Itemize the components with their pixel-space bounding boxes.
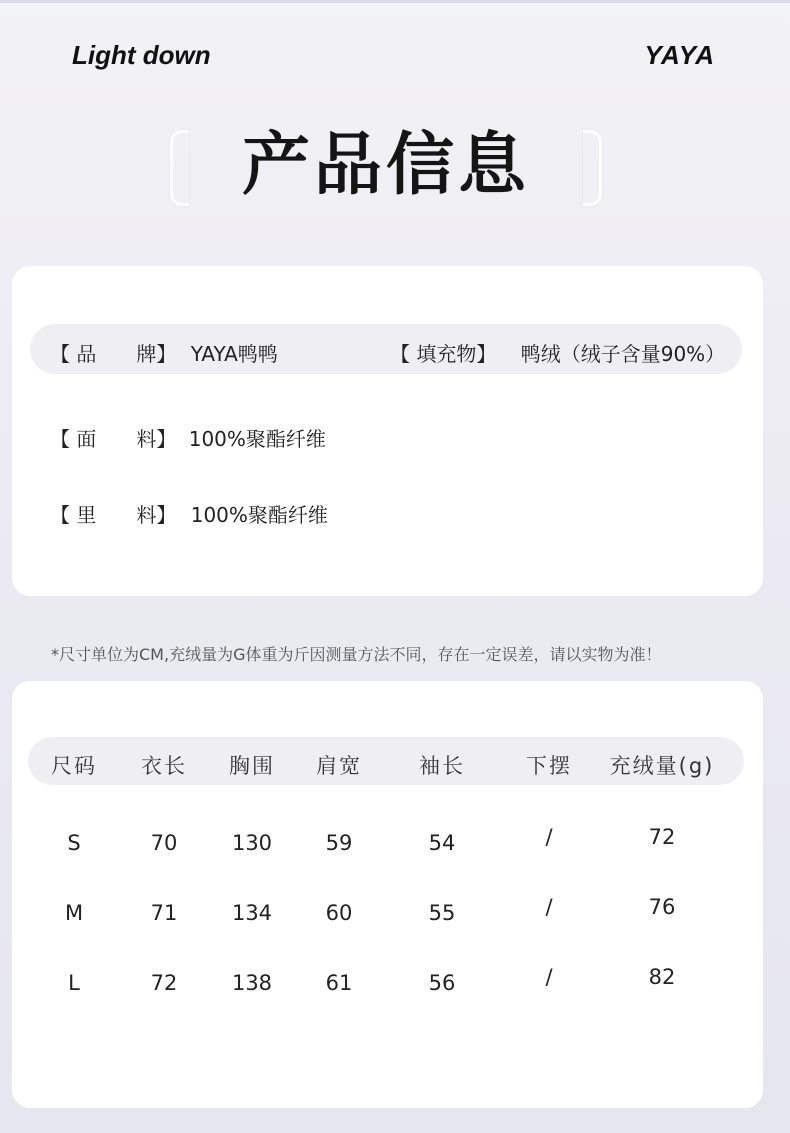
size-table-cell: 60 [325,901,353,925]
size-table-cell: M [64,901,84,925]
size-header-cell: 肩宽 [316,754,362,778]
size-header-cell: 衣长 [141,754,187,778]
size-header-cell: 胸围 [229,754,275,778]
size-table-cell: 72 [648,825,676,849]
page-title: 产品信息 [241,126,530,205]
size-table-cell: / [545,895,553,919]
filling-value: 鸭绒（绒子含量90%） [520,342,726,366]
page-title-block [166,126,606,206]
brand-value: YAYA鸭鸭 [190,342,278,366]
filling-row [390,338,725,367]
size-table-cell: 138 [231,971,273,995]
size-table-cell: 61 [325,971,353,995]
size-table-cell: 130 [231,831,273,855]
lining-label: 【 里 料】 [50,503,177,527]
product-info-card [12,266,763,596]
brand-logo-text: YAYA [644,40,715,70]
size-header-cell: 充绒量(g) [609,754,715,778]
brand-tagline: Light down [72,40,211,70]
size-table-cell: 56 [428,971,456,995]
top-divider [0,0,790,3]
size-table-cell: L [68,971,80,995]
fabric-value: 100%聚酯纤维 [188,427,326,451]
size-table-cell: 76 [648,895,676,919]
size-table-cell: 72 [150,971,178,995]
lining-row [50,499,328,528]
size-table-cell: 134 [231,901,273,925]
size-table-cell: 70 [150,831,178,855]
size-table-cell: / [545,965,553,989]
size-table-cell: 71 [150,901,178,925]
size-table-cell: / [545,825,553,849]
size-header-cell: 尺码 [51,754,97,778]
fabric-row [50,423,326,452]
brand-label: 【 品 牌】 [50,342,177,366]
filling-label: 【 填充物】 [390,342,497,366]
lining-value: 100%聚酯纤维 [190,503,328,527]
size-table-cell: 59 [325,831,353,855]
fabric-label: 【 面 料】 [50,427,177,451]
size-chart-card [12,681,763,1108]
size-table-cell: 82 [648,965,676,989]
brand-row [50,338,278,367]
measurement-note: *尺寸单位为CM,充绒量为G体重为斤因测量方法不同，存在一定误差，请以实物为准！ [51,645,662,664]
size-table-cell: 55 [428,901,456,925]
size-table-cell: S [67,831,81,855]
size-header-cell: 袖长 [419,754,465,778]
size-table-cell: 54 [428,831,456,855]
size-header-cell: 下摆 [526,754,572,778]
